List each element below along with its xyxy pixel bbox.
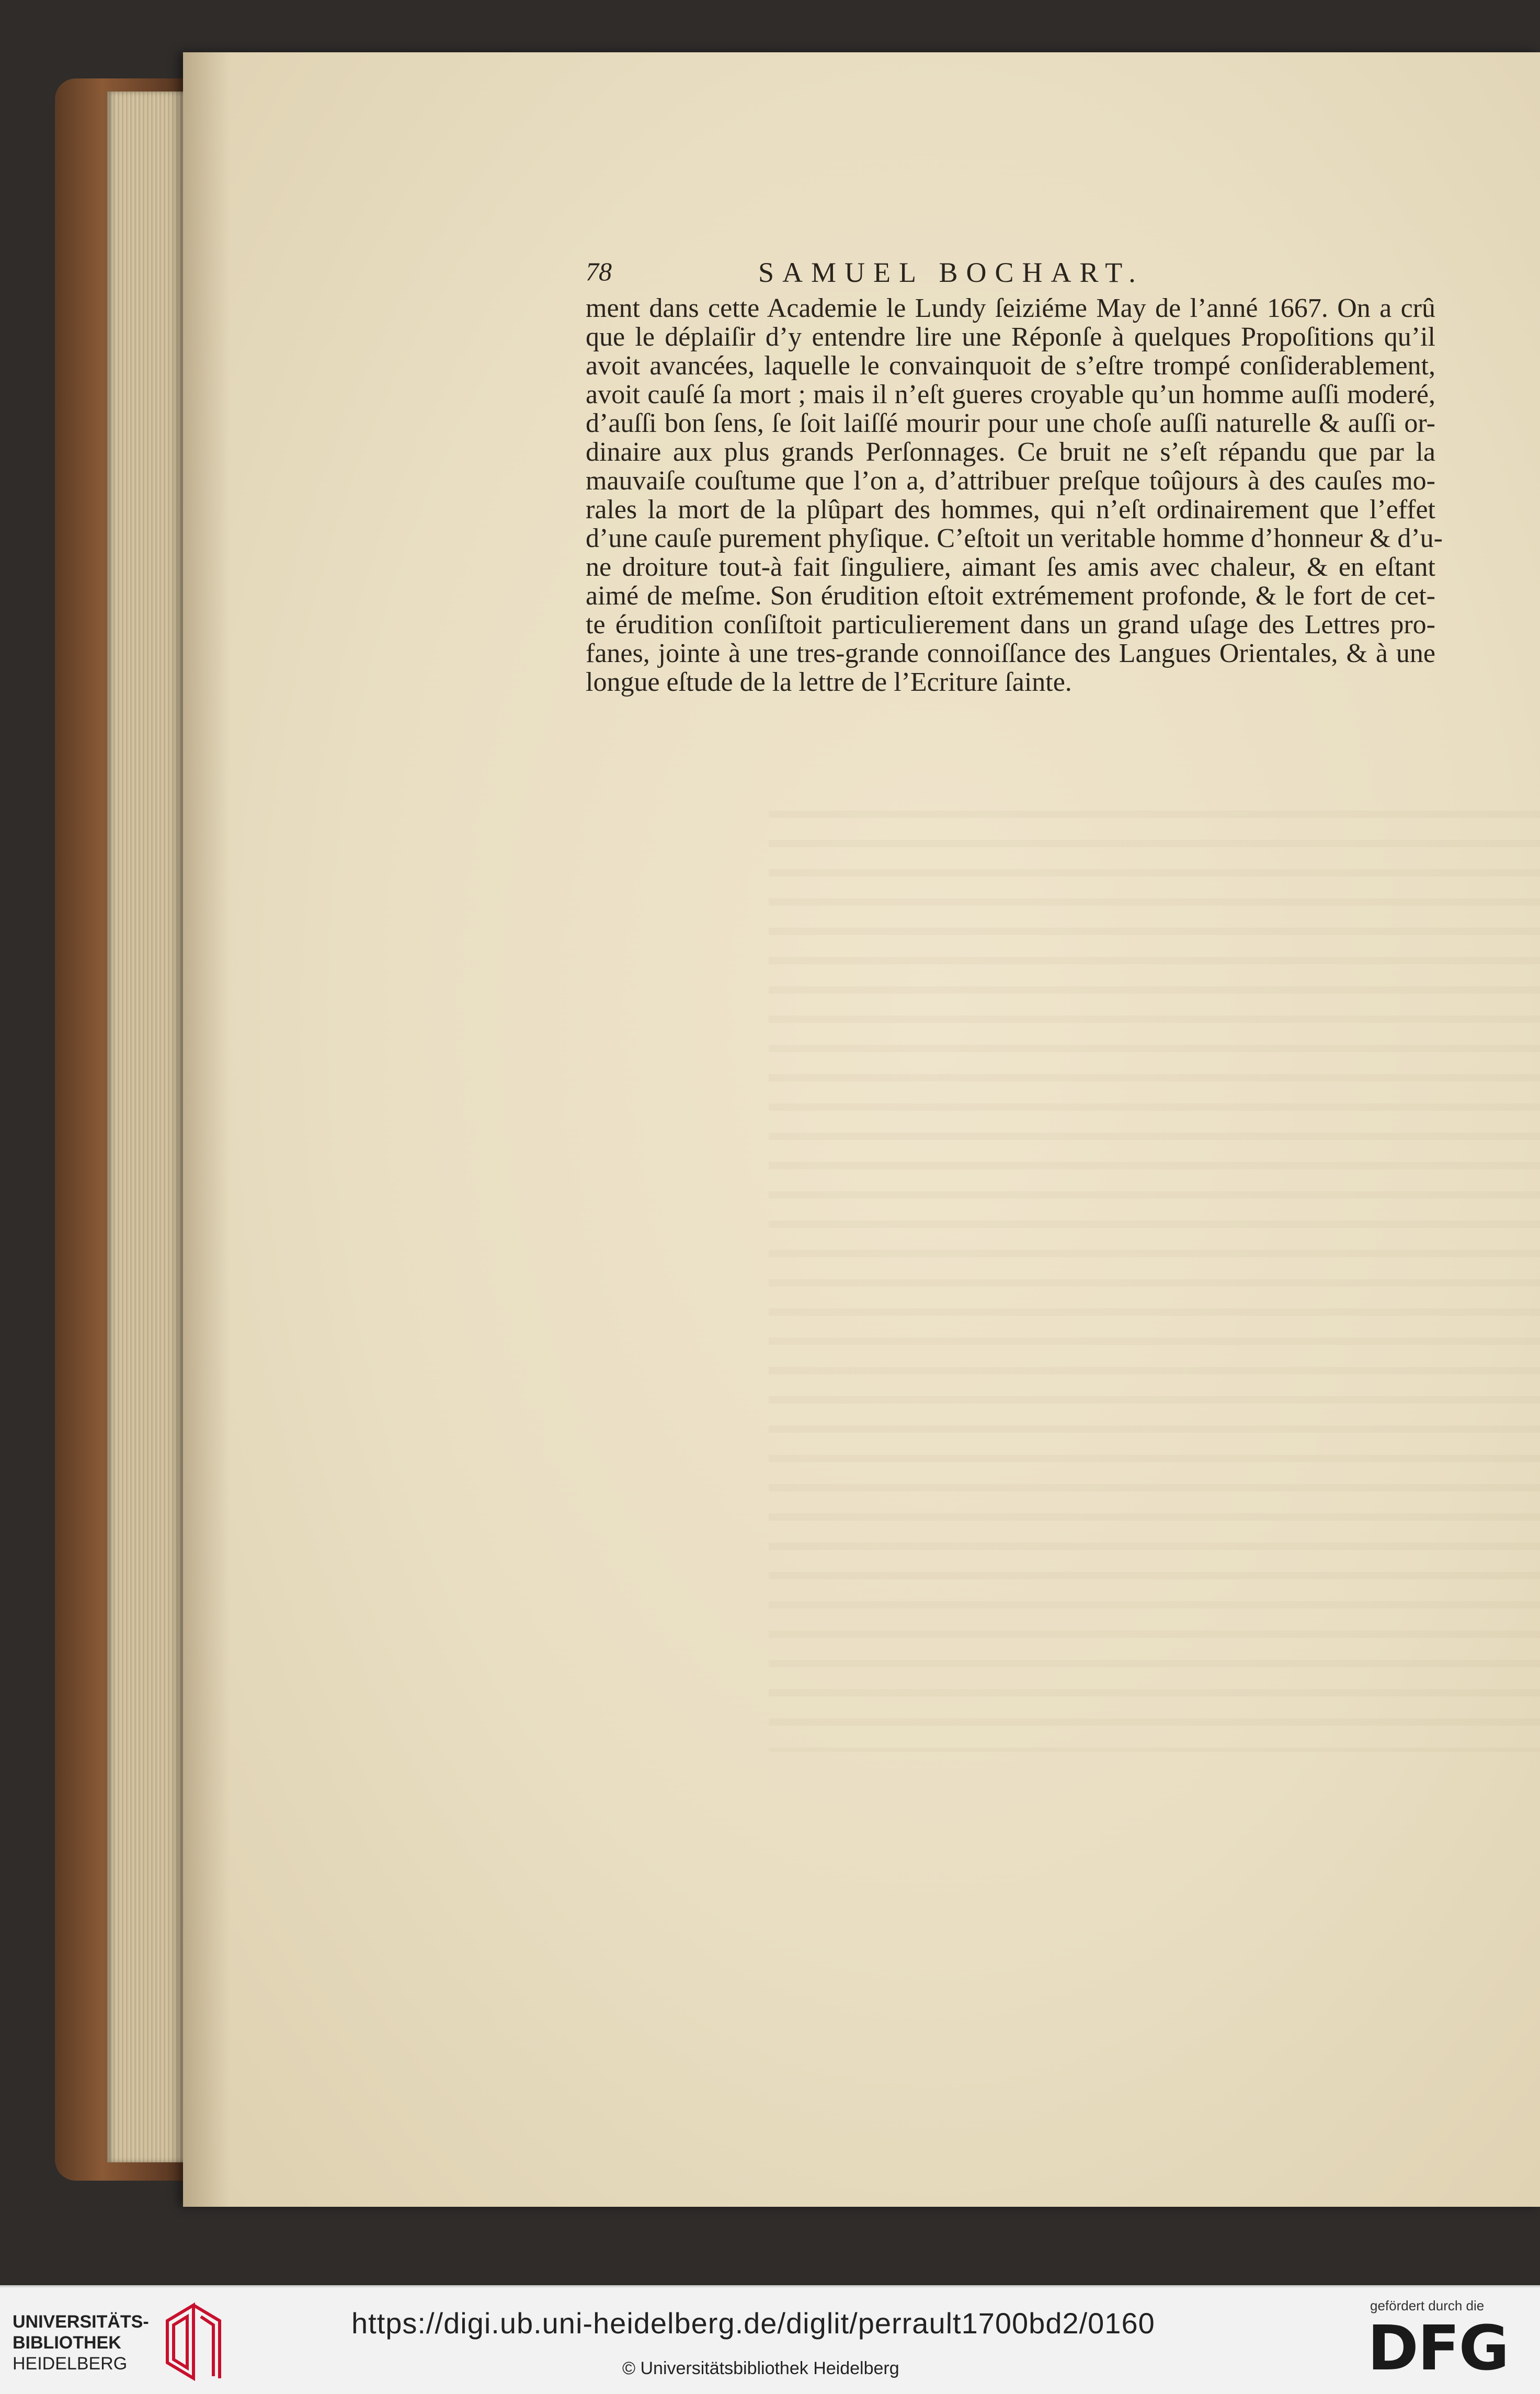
dfg-caption: gefördert durch die: [1370, 2298, 1485, 2313]
body-paragraph: [586, 293, 1443, 697]
text-line: ment dans cette Academie le Lundy ſeiziéme May de l’anné 1667. On a crû: [586, 293, 1435, 323]
text-line: fanes, jointe à une tres-grande connoiſſance des Langues Orientales, & à une: [586, 639, 1435, 668]
logo-line-3: HEIDELBERG: [13, 2354, 128, 2374]
page-edges: [107, 92, 191, 2162]
permalink-url[interactable]: https://digi.ub.uni-heidelberg.de/diglit/perrault1700bd2/0160: [351, 2307, 1155, 2340]
text-line: mauvaiſe couſtume que l’on a, d’attribuer preſque toûjours à des cauſes mo-: [586, 466, 1435, 496]
dfg-logo[interactable]: DFG: [1367, 2312, 1509, 2384]
page-number: 78: [586, 257, 612, 286]
show-through-text: [769, 811, 1540, 1752]
footer-bar: [0, 2285, 1540, 2394]
footer-divider: [0, 2285, 1540, 2287]
copyright-notice: © Universitätsbibliothek Heidelberg: [622, 2358, 899, 2378]
text-line: rales la mort de la plûpart des hommes, qui n’eſt ordinairement que l’effet: [586, 495, 1435, 525]
running-head-title: SAMUEL BOCHART.: [758, 257, 1144, 288]
text-line: te érudition conſiſtoit particulierement dans un grand uſage des Lettres pro-: [586, 610, 1435, 640]
running-head: [586, 256, 1435, 294]
page-text-block: [586, 256, 1443, 697]
text-line: que le déplaiſir d’y entendre lire une Réponſe à quelques Propoſitions qu’il: [586, 322, 1435, 352]
text-line: longue eſtude de la lettre de l’Ecriture ſainte.: [586, 667, 1072, 697]
logo-line-2: BIBLIOTHEK: [13, 2333, 121, 2353]
text-line: aimé de meſme. Son érudition eſtoit extrémement profonde, & le fort de cet-: [586, 581, 1435, 611]
library-logo-icon: [157, 2300, 235, 2384]
text-line: ne droiture tout-à fait ſinguliere, aimant ſes amis avec chaleur, & en eſtant: [586, 552, 1435, 582]
text-line: avoit avancées, laquelle le convainquoit de s’eſtre trompé conſiderablement,: [586, 351, 1435, 381]
text-line: avoit cauſé ſa mort ; mais il n’eſt gueres croyable qu’un homme auſſi moderé,: [586, 380, 1435, 409]
logo-line-1: UNIVERSITÄTS-: [13, 2312, 149, 2332]
text-line: d’une cauſe purement phyſique. C’eſtoit un veritable homme d’honneur & d’u-: [586, 523, 1443, 553]
text-line: dinaire aux plus grands Perſonnages. Ce bruit ne s’eſt répandu que par la: [586, 437, 1435, 467]
text-line: d’auſſi bon ſens, ſe ſoit laiſſé mourir pour une choſe auſſi naturelle & auſſi or-: [586, 408, 1435, 438]
